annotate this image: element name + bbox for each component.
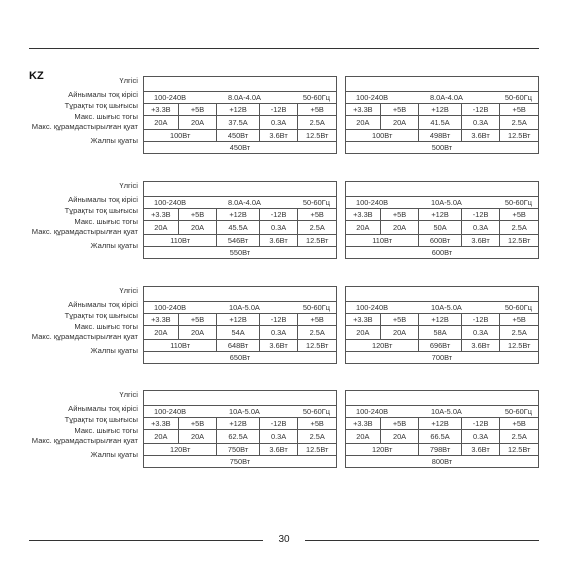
rail-cell: -12В bbox=[461, 209, 500, 221]
rail-cell: +12В bbox=[419, 209, 461, 221]
rail-cell: +3.3В bbox=[144, 104, 179, 116]
model-row bbox=[144, 287, 337, 302]
ac-input-cell bbox=[144, 92, 337, 104]
spec-table bbox=[143, 76, 337, 154]
spec-table bbox=[143, 286, 337, 364]
total-power-row bbox=[144, 352, 337, 364]
max-current-row bbox=[144, 326, 337, 340]
rail-cell: +12В bbox=[217, 314, 259, 326]
total-power-value: 450Вт bbox=[144, 142, 337, 154]
combined-neg12v: 3.6Вт bbox=[461, 444, 500, 456]
current-cell: 2.5A bbox=[298, 221, 337, 235]
combined-neg12v: 3.6Вт bbox=[461, 235, 500, 247]
label-total-power: Жалпы қуаты bbox=[90, 241, 138, 250]
max-current-row bbox=[144, 221, 337, 235]
current-cell: 20A bbox=[144, 116, 179, 130]
combined-5vsb: 12.5Вт bbox=[500, 130, 539, 142]
combined-neg12v: 3.6Вт bbox=[259, 340, 298, 352]
ac-voltage: 100-240В bbox=[356, 406, 389, 416]
rail-cell: +3.3В bbox=[346, 209, 381, 221]
label-total-power: Жалпы қуаты bbox=[90, 346, 138, 355]
current-cell: 66.5A bbox=[419, 430, 461, 444]
combined-12v: 798Вт bbox=[419, 444, 461, 456]
ac-current: 10A-5.0A bbox=[229, 302, 260, 312]
rail-cell: -12В bbox=[461, 418, 500, 430]
max-current-row bbox=[144, 430, 337, 444]
combined-power-row bbox=[346, 444, 539, 456]
combined-5vsb: 12.5Вт bbox=[500, 444, 539, 456]
total-power-value: 600Вт bbox=[346, 247, 539, 259]
spec-table bbox=[345, 286, 539, 364]
label-dc-output: Тұрақты тоқ шығысы bbox=[64, 415, 138, 424]
rail-cell: -12В bbox=[259, 104, 298, 116]
total-power-value: 650Вт bbox=[144, 352, 337, 364]
combined-5vsb: 12.5Вт bbox=[298, 235, 337, 247]
model-row bbox=[144, 182, 337, 197]
rail-cell: +12В bbox=[419, 104, 461, 116]
model-value bbox=[346, 391, 539, 406]
rail-cell: +3.3В bbox=[346, 104, 381, 116]
rail-cell: +5В bbox=[380, 418, 419, 430]
model-row bbox=[144, 77, 337, 92]
total-power-row bbox=[346, 456, 539, 468]
spec-table bbox=[143, 390, 337, 468]
current-cell: 2.5A bbox=[298, 116, 337, 130]
ac-input-row bbox=[346, 197, 539, 209]
ac-current: 10A-5.0A bbox=[431, 302, 462, 312]
ac-input-cell bbox=[144, 302, 337, 314]
combined-power-row bbox=[144, 130, 337, 142]
ac-input-row bbox=[346, 302, 539, 314]
rail-cell: +3.3В bbox=[144, 314, 179, 326]
total-power-value: 700Вт bbox=[346, 352, 539, 364]
combined-3v3-5v: 110Вт bbox=[346, 235, 419, 247]
ac-input-values bbox=[144, 198, 336, 208]
rail-cell: +5В bbox=[500, 104, 539, 116]
rail-cell: +12В bbox=[217, 209, 259, 221]
rail-cell: +5В bbox=[298, 314, 337, 326]
ac-input-values bbox=[346, 303, 538, 313]
label-max-current: Макс. шығыс тогы bbox=[74, 112, 138, 121]
total-power-row bbox=[346, 352, 539, 364]
model-row bbox=[144, 391, 337, 406]
combined-3v3-5v: 120Вт bbox=[144, 444, 217, 456]
ac-current: 8.0A-4.0A bbox=[430, 92, 463, 102]
combined-power-row bbox=[144, 340, 337, 352]
rail-cell: -12В bbox=[461, 314, 500, 326]
ac-current: 10A-5.0A bbox=[431, 197, 462, 207]
combined-5vsb: 12.5Вт bbox=[298, 130, 337, 142]
language-code: KZ bbox=[29, 70, 44, 82]
combined-5vsb: 12.5Вт bbox=[500, 340, 539, 352]
current-cell: 2.5A bbox=[298, 430, 337, 444]
current-cell: 20A bbox=[178, 326, 217, 340]
rail-cell: +5В bbox=[380, 314, 419, 326]
total-power-value: 500Вт bbox=[346, 142, 539, 154]
dc-output-row bbox=[144, 418, 337, 430]
rail-cell: -12В bbox=[259, 314, 298, 326]
current-cell: 2.5A bbox=[500, 116, 539, 130]
current-cell: 20A bbox=[380, 326, 419, 340]
current-cell: 0.3A bbox=[259, 326, 298, 340]
label-model: Үлгісі bbox=[119, 76, 138, 85]
label-model: Үлгісі bbox=[119, 390, 138, 399]
ac-input-row bbox=[346, 406, 539, 418]
bottom-rule-left bbox=[29, 540, 263, 541]
ac-frequency: 50-60Гц bbox=[302, 406, 330, 416]
current-cell: 41.5A bbox=[419, 116, 461, 130]
ac-voltage: 100-240В bbox=[356, 197, 389, 207]
combined-3v3-5v: 120Вт bbox=[346, 444, 419, 456]
model-value bbox=[144, 287, 337, 302]
model-row bbox=[346, 77, 539, 92]
current-cell: 20A bbox=[178, 221, 217, 235]
spec-table bbox=[345, 181, 539, 259]
ac-voltage: 100-240В bbox=[154, 406, 187, 416]
rail-cell: +5В bbox=[178, 314, 217, 326]
ac-input-values bbox=[144, 93, 336, 103]
ac-input-values bbox=[144, 407, 336, 417]
model-row bbox=[346, 182, 539, 197]
rail-cell: +5В bbox=[178, 209, 217, 221]
ac-current: 8.0A-4.0A bbox=[228, 197, 261, 207]
combined-12v: 696Вт bbox=[419, 340, 461, 352]
model-value bbox=[346, 182, 539, 197]
label-max-combined: Макс. құрамдастырылған қуат bbox=[31, 332, 138, 341]
current-cell: 0.3A bbox=[461, 326, 500, 340]
ac-input-values bbox=[144, 303, 336, 313]
combined-12v: 450Вт bbox=[217, 130, 259, 142]
max-current-row bbox=[346, 116, 539, 130]
dc-output-row bbox=[346, 314, 539, 326]
combined-power-row bbox=[346, 130, 539, 142]
label-ac-input: Айнымалы тоқ кірісі bbox=[68, 300, 138, 309]
ac-frequency: 50-60Гц bbox=[302, 197, 330, 207]
rail-cell: +5В bbox=[178, 104, 217, 116]
ac-current: 8.0A-4.0A bbox=[228, 92, 261, 102]
label-ac-input: Айнымалы тоқ кірісі bbox=[68, 90, 138, 99]
rail-cell: +5В bbox=[500, 418, 539, 430]
ac-frequency: 50-60Гц bbox=[504, 197, 532, 207]
label-dc-output: Тұрақты тоқ шығысы bbox=[64, 311, 138, 320]
page-number: 30 bbox=[278, 534, 290, 545]
current-cell: 20A bbox=[178, 430, 217, 444]
total-power-value: 550Вт bbox=[144, 247, 337, 259]
combined-5vsb: 12.5Вт bbox=[298, 444, 337, 456]
bottom-rule-right bbox=[305, 540, 539, 541]
dc-output-row bbox=[144, 314, 337, 326]
current-cell: 0.3A bbox=[259, 430, 298, 444]
total-power-value: 800Вт bbox=[346, 456, 539, 468]
total-power-row bbox=[144, 456, 337, 468]
current-cell: 20A bbox=[144, 430, 179, 444]
max-current-row bbox=[144, 116, 337, 130]
combined-12v: 600Вт bbox=[419, 235, 461, 247]
model-value bbox=[346, 77, 539, 92]
label-model: Үлгісі bbox=[119, 181, 138, 190]
ac-input-cell bbox=[346, 406, 539, 418]
spec-table bbox=[345, 390, 539, 468]
combined-5vsb: 12.5Вт bbox=[500, 235, 539, 247]
current-cell: 58A bbox=[419, 326, 461, 340]
current-cell: 20A bbox=[380, 221, 419, 235]
label-max-current: Макс. шығыс тогы bbox=[74, 426, 138, 435]
rail-cell: +5В bbox=[500, 314, 539, 326]
ac-input-row bbox=[144, 406, 337, 418]
combined-12v: 648Вт bbox=[217, 340, 259, 352]
rail-cell: -12В bbox=[259, 209, 298, 221]
combined-neg12v: 3.6Вт bbox=[259, 444, 298, 456]
ac-frequency: 50-60Гц bbox=[504, 92, 532, 102]
current-cell: 0.3A bbox=[259, 221, 298, 235]
combined-power-row bbox=[144, 444, 337, 456]
combined-power-row bbox=[346, 235, 539, 247]
rail-cell: +3.3В bbox=[144, 209, 179, 221]
combined-3v3-5v: 100Вт bbox=[144, 130, 217, 142]
combined-3v3-5v: 110Вт bbox=[144, 235, 217, 247]
model-value bbox=[346, 287, 539, 302]
top-rule bbox=[29, 48, 539, 49]
combined-3v3-5v: 120Вт bbox=[346, 340, 419, 352]
model-row bbox=[346, 391, 539, 406]
current-cell: 0.3A bbox=[259, 116, 298, 130]
spec-table bbox=[143, 181, 337, 259]
combined-power-row bbox=[346, 340, 539, 352]
rail-cell: +3.3В bbox=[144, 418, 179, 430]
label-ac-input: Айнымалы тоқ кірісі bbox=[68, 404, 138, 413]
current-cell: 62.5A bbox=[217, 430, 259, 444]
ac-current: 10A-5.0A bbox=[229, 406, 260, 416]
max-current-row bbox=[346, 430, 539, 444]
current-cell: 20A bbox=[178, 116, 217, 130]
label-max-combined: Макс. құрамдастырылған қуат bbox=[31, 122, 138, 131]
combined-neg12v: 3.6Вт bbox=[461, 130, 500, 142]
label-dc-output: Тұрақты тоқ шығысы bbox=[64, 206, 138, 215]
model-row bbox=[346, 287, 539, 302]
ac-frequency: 50-60Гц bbox=[504, 302, 532, 312]
current-cell: 20A bbox=[380, 116, 419, 130]
rail-cell: +5В bbox=[298, 209, 337, 221]
rail-cell: -12В bbox=[461, 104, 500, 116]
current-cell: 45.5A bbox=[217, 221, 259, 235]
rail-cell: +5В bbox=[298, 418, 337, 430]
rail-cell: +12В bbox=[217, 418, 259, 430]
rail-cell: +12В bbox=[217, 104, 259, 116]
ac-frequency: 50-60Гц bbox=[302, 302, 330, 312]
model-value bbox=[144, 391, 337, 406]
label-total-power: Жалпы қуаты bbox=[90, 450, 138, 459]
rail-cell: -12В bbox=[259, 418, 298, 430]
model-value bbox=[144, 182, 337, 197]
current-cell: 20A bbox=[346, 116, 381, 130]
current-cell: 2.5A bbox=[500, 430, 539, 444]
combined-5vsb: 12.5Вт bbox=[298, 340, 337, 352]
ac-input-row bbox=[144, 92, 337, 104]
current-cell: 0.3A bbox=[461, 221, 500, 235]
combined-12v: 750Вт bbox=[217, 444, 259, 456]
rail-cell: +5В bbox=[380, 104, 419, 116]
ac-input-cell bbox=[346, 92, 539, 104]
combined-3v3-5v: 100Вт bbox=[346, 130, 419, 142]
rail-cell: +12В bbox=[419, 418, 461, 430]
ac-input-cell bbox=[346, 302, 539, 314]
dc-output-row bbox=[144, 104, 337, 116]
total-power-row bbox=[144, 142, 337, 154]
rail-cell: +5В bbox=[380, 209, 419, 221]
label-max-combined: Макс. құрамдастырылған қуат bbox=[31, 436, 138, 445]
ac-voltage: 100-240В bbox=[356, 92, 389, 102]
combined-power-row bbox=[144, 235, 337, 247]
combined-neg12v: 3.6Вт bbox=[259, 235, 298, 247]
dc-output-row bbox=[346, 209, 539, 221]
rail-cell: +5В bbox=[178, 418, 217, 430]
rail-cell: +3.3В bbox=[346, 418, 381, 430]
total-power-value: 750Вт bbox=[144, 456, 337, 468]
dc-output-row bbox=[346, 418, 539, 430]
ac-input-values bbox=[346, 93, 538, 103]
label-dc-output: Тұрақты тоқ шығысы bbox=[64, 101, 138, 110]
rail-cell: +3.3В bbox=[346, 314, 381, 326]
current-cell: 50A bbox=[419, 221, 461, 235]
current-cell: 54A bbox=[217, 326, 259, 340]
ac-input-values bbox=[346, 198, 538, 208]
current-cell: 37.5A bbox=[217, 116, 259, 130]
dc-output-row bbox=[346, 104, 539, 116]
total-power-row bbox=[346, 247, 539, 259]
ac-voltage: 100-240В bbox=[154, 197, 187, 207]
combined-12v: 498Вт bbox=[419, 130, 461, 142]
label-max-current: Макс. шығыс тогы bbox=[74, 217, 138, 226]
label-max-combined: Макс. құрамдастырылған қуат bbox=[31, 227, 138, 236]
ac-voltage: 100-240В bbox=[154, 92, 187, 102]
rail-cell: +5В bbox=[500, 209, 539, 221]
label-ac-input: Айнымалы тоқ кірісі bbox=[68, 195, 138, 204]
ac-voltage: 100-240В bbox=[154, 302, 187, 312]
current-cell: 20A bbox=[346, 221, 381, 235]
combined-neg12v: 3.6Вт bbox=[461, 340, 500, 352]
ac-frequency: 50-60Гц bbox=[302, 92, 330, 102]
ac-input-cell bbox=[144, 197, 337, 209]
current-cell: 2.5A bbox=[298, 326, 337, 340]
label-total-power: Жалпы қуаты bbox=[90, 136, 138, 145]
ac-input-cell bbox=[144, 406, 337, 418]
current-cell: 2.5A bbox=[500, 221, 539, 235]
current-cell: 20A bbox=[380, 430, 419, 444]
total-power-row bbox=[144, 247, 337, 259]
ac-input-row bbox=[144, 197, 337, 209]
ac-input-row bbox=[144, 302, 337, 314]
ac-input-row bbox=[346, 92, 539, 104]
combined-neg12v: 3.6Вт bbox=[259, 130, 298, 142]
spec-table bbox=[345, 76, 539, 154]
current-cell: 0.3A bbox=[461, 430, 500, 444]
current-cell: 20A bbox=[346, 430, 381, 444]
ac-current: 10A-5.0A bbox=[431, 406, 462, 416]
current-cell: 2.5A bbox=[500, 326, 539, 340]
current-cell: 20A bbox=[144, 221, 179, 235]
combined-12v: 546Вт bbox=[217, 235, 259, 247]
total-power-row bbox=[346, 142, 539, 154]
model-value bbox=[144, 77, 337, 92]
current-cell: 0.3A bbox=[461, 116, 500, 130]
max-current-row bbox=[346, 326, 539, 340]
ac-voltage: 100-240В bbox=[356, 302, 389, 312]
current-cell: 20A bbox=[144, 326, 179, 340]
label-max-current: Макс. шығыс тогы bbox=[74, 322, 138, 331]
dc-output-row bbox=[144, 209, 337, 221]
rail-cell: +5В bbox=[298, 104, 337, 116]
ac-frequency: 50-60Гц bbox=[504, 406, 532, 416]
ac-input-values bbox=[346, 407, 538, 417]
combined-3v3-5v: 110Вт bbox=[144, 340, 217, 352]
label-model: Үлгісі bbox=[119, 286, 138, 295]
max-current-row bbox=[346, 221, 539, 235]
current-cell: 20A bbox=[346, 326, 381, 340]
ac-input-cell bbox=[346, 197, 539, 209]
rail-cell: +12В bbox=[419, 314, 461, 326]
